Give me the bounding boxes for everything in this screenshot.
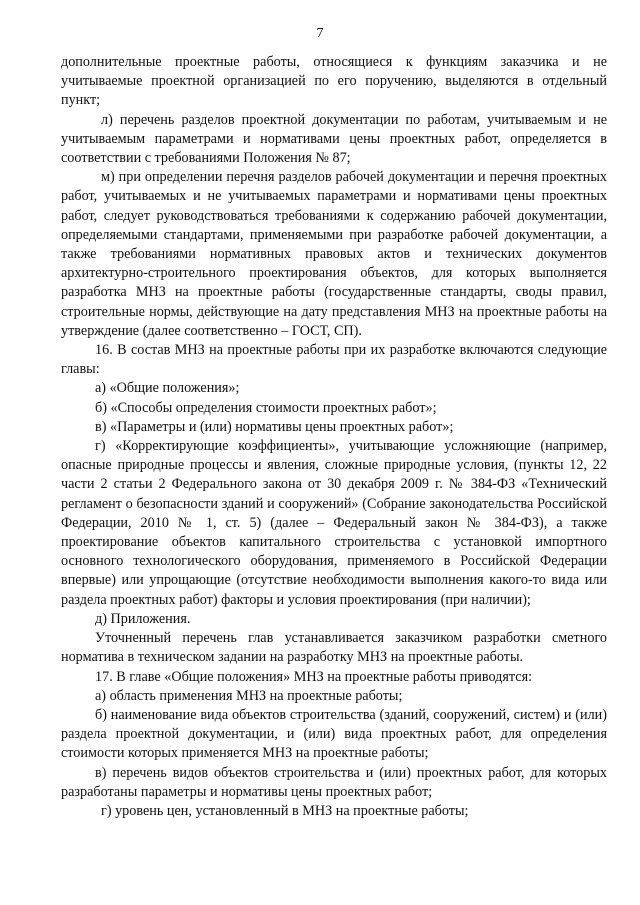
paragraph-16-g: г) «Корректирующие коэффициенты», учитывающие усложняющие (например, опасные природные процессы и явления, сложные природные условия, (пункты 12, 22 части 2 статьи 2 Федерального закона от 30 декабря 2009 г. № 384-ФЗ «Технический регламент о безопасности зданий и сооружений» (Собрание законодательства Российской Федерации, 2010 № 1, ст. 5) (далее – Федеральный закон № 384-ФЗ), а также проектирование объектов капитального строительства с установкой импортного основного технологического оборудования, применяемого в Российской Федерации впервые) или упрощающие (отсутствие необходимости выполнения какого-то вида или раздела проектных работ) факторы и условия проектирования (при наличии); bbox=[61, 438, 607, 608]
paragraph-item-m: м) при определении перечня разделов рабочей документации и перечня проектных работ, учитываемых и не учитываемых параметрами и нормативами цены проектных работ, следует руководствоваться требованиями к содержанию рабочей документации, определяемыми стандартами, применяемыми при разработке рабочей документации, а также требованиями нормативных правовых актов и технических документов архитектурно-строительного проектирования объектов, для которых выполняется разработка МНЗ на проектные работы (государственные стандарты, своды правил, строительные нормы, действующие на дату представления МНЗ на проектные работы на утверждение (далее соответственно – ГОСТ, СП). bbox=[61, 169, 607, 339]
paragraph-17-v: в) перечень видов объектов строительства и (или) проектных работ, для которых разработаны параметры и нормативы цены проектных работ; bbox=[61, 764, 607, 800]
document-body bbox=[61, 53, 607, 821]
paragraph-16-b: б) «Способы определения стоимости проектных работ»; bbox=[95, 399, 437, 416]
paragraph-17-b: б) наименование вида объектов строительства (зданий, сооружений, систем) и (или) раздела проектной документации, и (или) вида проектных работ, для определения стоимости которых применяется МНЗ на проектные работы; bbox=[61, 706, 607, 762]
paragraph-continuation: дополнительные проектные работы, относящиеся к функциям заказчика и не учитываемые проектной организацией по его поручению, выделяются в отдельный пункт; bbox=[61, 54, 607, 109]
paragraph-17-a: а) область применения МНЗ на проектные работы; bbox=[95, 687, 403, 704]
paragraph-16-v: в) «Параметры и (или) нормативы цены проектных работ»; bbox=[95, 418, 454, 435]
paragraph-16-a: а) «Общие положения»; bbox=[95, 380, 240, 397]
paragraph-clarified-list: Уточненный перечень глав устанавливается заказчиком разработки сметного норматива в техническом задании на разработку МНЗ на проектные работы. bbox=[61, 630, 607, 666]
paragraph-16-d: д) Приложения. bbox=[95, 610, 191, 627]
paragraph-item-l: л) перечень разделов проектной документации по работам, учитываемым и не учитываемым параметрами и нормативами цены проектных работ, определяется в соответствии с требованиями Положения № 87; bbox=[61, 111, 607, 167]
paragraph-17-g: г) уровень цен, установленный в МНЗ на проектные работы; bbox=[101, 802, 469, 819]
paragraph-17: 17. В главе «Общие положения» МНЗ на проектные работы приводятся: bbox=[95, 668, 533, 685]
page-number: 7 bbox=[316, 26, 324, 41]
paragraph-16: 16. В состав МНЗ на проектные работы при их разработке включаются следующие главы: bbox=[61, 342, 607, 378]
